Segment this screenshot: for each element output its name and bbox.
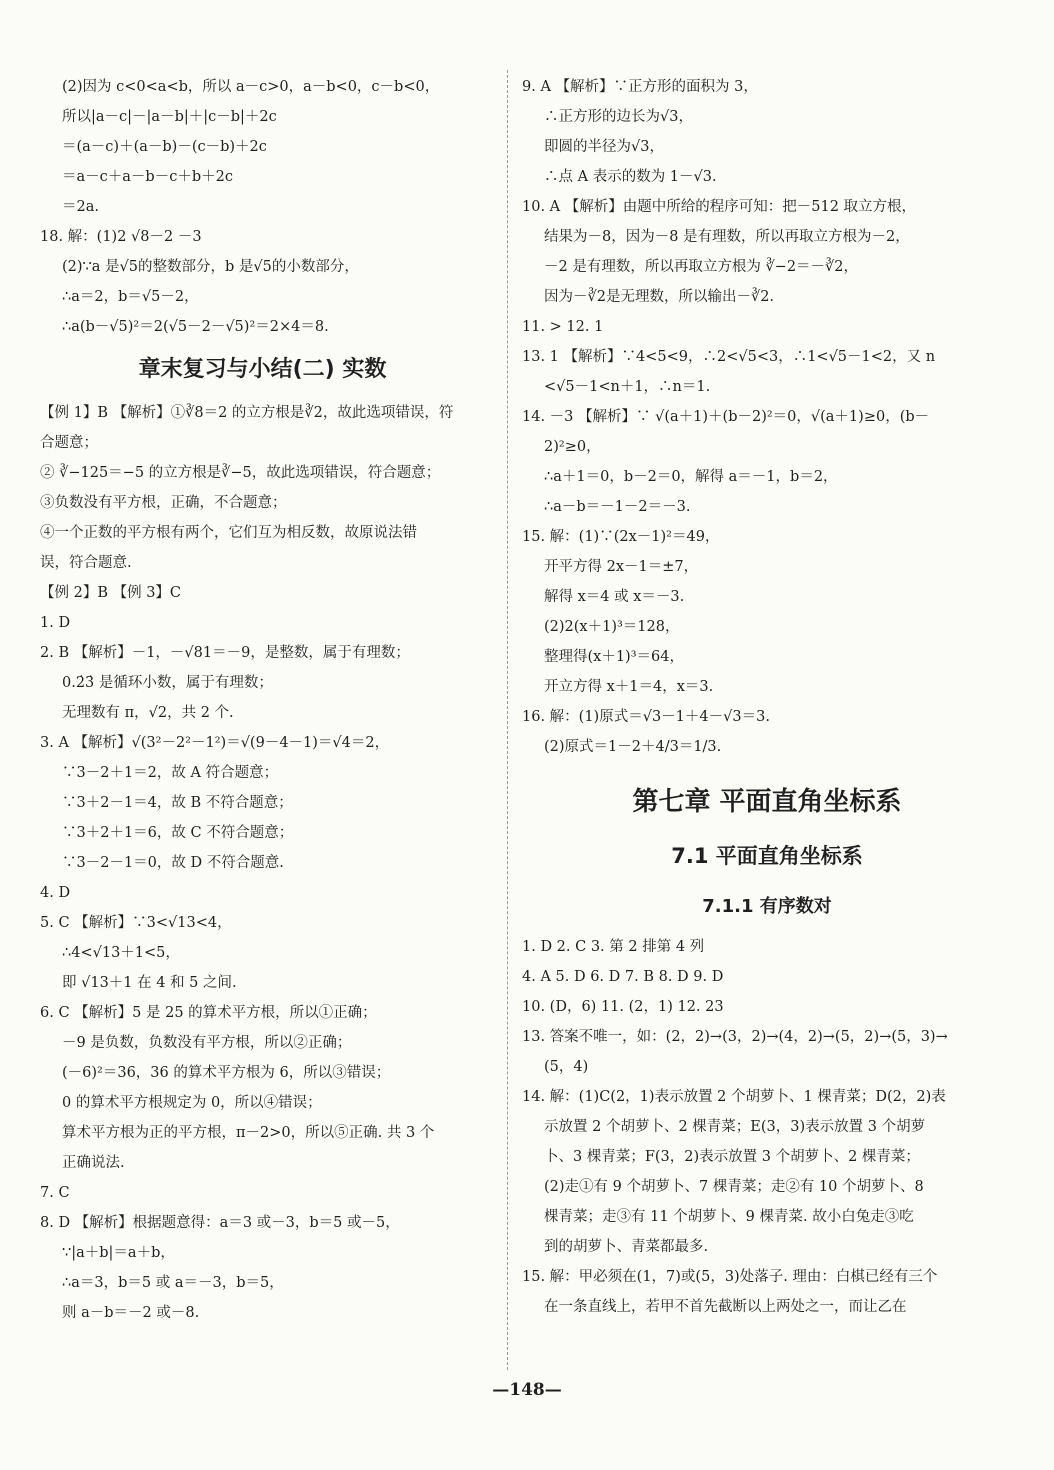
text-line: 误，符合题意. [40,555,132,571]
text-line: 到的胡萝卜、青菜都最多. [544,1239,709,1255]
text-line: 3. A 【解析】√(3²－2²－1²)＝√(9－4－1)＝√4＝2， [40,735,390,751]
text-line: ∴a＝2，b＝√5－2， [62,289,199,305]
text-line: 即 √13＋1 在 4 和 5 之间. [62,975,237,991]
text-line: 1. D 2. C 3. 第 2 排第 4 列 [522,939,705,955]
text-line: 9. A 【解析】∵正方形的面积为 3， [522,79,758,95]
text-line: 8. D 【解析】根据题意得：a＝3 或－3，b＝5 或－5， [40,1215,400,1231]
text-line: －9 是负数，负数没有平方根，所以②正确； [62,1035,352,1051]
text-line: 13. 答案不唯一，如：(2，2)→(3，2)→(4，2)→(5，2)→(5，3)→ [522,1029,948,1045]
text-line: 10. A 【解析】由题中所给的程序可知：把－512 取立方根， [522,199,917,215]
text-line: 整理得(x＋1)³＝64， [544,649,684,665]
text-line: 0 的算术平方根规定为 0，所以④错误； [62,1095,322,1111]
text-line: 14. －3 【解析】∵ √(a＋1)＋(b－2)²＝0，√(a＋1)≥0，(b－ [522,409,930,425]
text-line: (2)2(x＋1)³＝128， [544,619,680,635]
text-line: 10. (D，6) 11. (2，1) 12. 23 [522,999,724,1015]
text-line: ∴a(b－√5)²＝2(√5－2－√5)²＝2×4＝8. [62,319,329,335]
text-line: 开平方得 2x－1＝±7， [544,559,699,575]
left-column [40,72,485,1328]
chapter-title: 第七章 平面直角坐标系 [632,787,902,817]
text-line: 棵青菜；走③有 11 个胡萝卜、9 棵青菜. 故小白兔走③吃 [544,1209,914,1225]
text-line: ＝2a. [62,199,99,215]
text-line: 18. 解：(1)2 √8－2 －3 [40,229,202,245]
text-line: 合题意； [40,435,98,451]
text-line: 所以|a－c|－|a－b|＋|c－b|＋2c [62,109,277,125]
text-line: (2)走①有 9 个胡萝卜、7 棵青菜；走②有 10 个胡萝卜、8 [544,1179,924,1195]
text-line: 11. > 12. 1 [522,319,604,335]
text-line: 7. C [40,1185,70,1201]
text-line: 无理数有 π，√2，共 2 个. [62,705,234,721]
text-line: ＝a－c＋a－b－c＋b＋2c [62,169,233,185]
text-line: 结果为－8，因为－8 是有理数，所以再取立方根为－2， [544,229,910,245]
text-line: ③负数没有平方根，正确，不合题意； [40,495,287,511]
text-line: <√5－1<n＋1，∴n＝1. [544,379,711,395]
text-line: 则 a－b＝－2 或－8. [62,1305,200,1321]
text-line: 4. A 5. D 6. D 7. B 8. D 9. D [522,969,724,985]
text-line: －2 是有理数，所以再取立方根为 ∛−2＝－∛2， [544,259,859,275]
text-line: ∴a－b＝－1－2＝－3. [544,499,691,515]
text-line: ∵3＋2＋1＝6，故 C 不符合题意； [62,825,294,841]
section-title: 章末复习与小结(二) 实数 [138,357,387,382]
text-line: 示放置 2 个胡萝卜、2 棵青菜；E(3，3)表示放置 3 个胡萝 [544,1119,926,1135]
right-column [522,72,1012,1322]
text-line: ∵3－2－1＝0，故 D 不符合题意. [62,855,284,871]
text-line: 2. B 【解析】－1，－√81＝－9，是整数，属于有理数； [40,645,410,661]
text-line: ∴正方形的边长为√3， [544,109,693,125]
text-line: 【例 1】B 【解析】①∛8＝2 的立方根是∛2，故此选项错误，符 [40,405,454,421]
text-line: 【例 2】B 【例 3】C [40,585,182,601]
subsection-title: 7.1 平面直角坐标系 [671,844,863,868]
text-line: 在一条直线上，若甲不首先截断以上两处之一，而让乙在 [544,1299,907,1315]
text-line: ② ∛−125＝−5 的立方根是∛−5，故此选项错误，符合题意； [40,465,441,481]
text-line: 15. 解：甲必须在(1，7)或(5，3)处落子. 理由：白棋已经有三个 [522,1269,938,1285]
text-line: ∴a＝3，b＝5 或 a＝－3，b＝5， [62,1275,284,1291]
text-line: (2)因为 c<0<a<b，所以 a－c>0，a－b<0，c－b<0， [62,79,440,95]
text-line: (2)∵a 是√5的整数部分，b 是√5的小数部分， [62,259,359,275]
text-line: 0.2̇3̇ 是循环小数，属于有理数； [62,675,273,691]
text-line: (－6)²＝36，36 的算术平方根为 6，所以③错误； [62,1065,391,1081]
subsubsection-title: 7.1.1 有序数对 [702,896,832,917]
text-line: 5. C 【解析】∵3<√13<4， [40,915,232,931]
column-divider [507,70,508,1370]
text-line: ④一个正数的平方根有两个，它们互为相反数，故原说法错 [40,525,417,541]
text-line: 算术平方根为正的平方根，π－2>0，所以⑤正确. 共 3 个 [62,1125,435,1141]
text-line: 解得 x＝4 或 x＝－3. [544,589,685,605]
text-line: 16. 解：(1)原式＝√3－1＋4－√3＝3. [522,709,770,725]
text-line: 15. 解：(1)∵(2x－1)²＝49， [522,529,720,545]
text-line: 14. 解：(1)C(2，1)表示放置 2 个胡萝卜、1 棵青菜；D(2，2)表 [522,1089,946,1105]
page-number: —148— [492,1380,562,1400]
text-line: (5，4) [544,1059,589,1075]
text-line: ∵|a＋b|＝a＋b， [62,1245,175,1261]
text-line: ∴4<√13＋1<5， [62,945,180,961]
text-line: 6. C 【解析】5 是 25 的算术平方根，所以①正确； [40,1005,377,1021]
text-line: 即圆的半径为√3， [544,139,664,155]
text-line: 因为－∛2是无理数，所以输出－∛2. [544,289,775,305]
text-line: 4. D [40,885,71,901]
text-line: 1. D [40,615,71,631]
text-line: ＝(a－c)＋(a－b)－(c－b)＋2c [62,139,267,155]
text-line: (2)原式＝1－2＋4/3＝1/3. [544,739,722,755]
text-line: ∴点 A 表示的数为 1－√3. [544,169,717,185]
text-line: 正确说法. [62,1155,125,1171]
text-line: ∴a＋1＝0，b－2＝0，解得 a＝－1，b＝2， [544,469,838,485]
text-line: ∵3＋2－1＝4，故 B 不符合题意； [62,795,293,811]
text-line: 开立方得 x＋1＝4，x＝3. [544,679,714,695]
text-line: 卜、3 棵青菜；F(3，2)表示放置 3 个胡萝卜、2 棵青菜； [544,1149,920,1165]
text-line: 13. 1 【解析】∵4<5<9，∴2<√5<3，∴1<√5－1<2，又 n [522,349,936,365]
text-line: ∵3－2＋1＝2，故 A 符合题意； [62,765,279,781]
text-line: 2)²≥0， [544,439,601,455]
